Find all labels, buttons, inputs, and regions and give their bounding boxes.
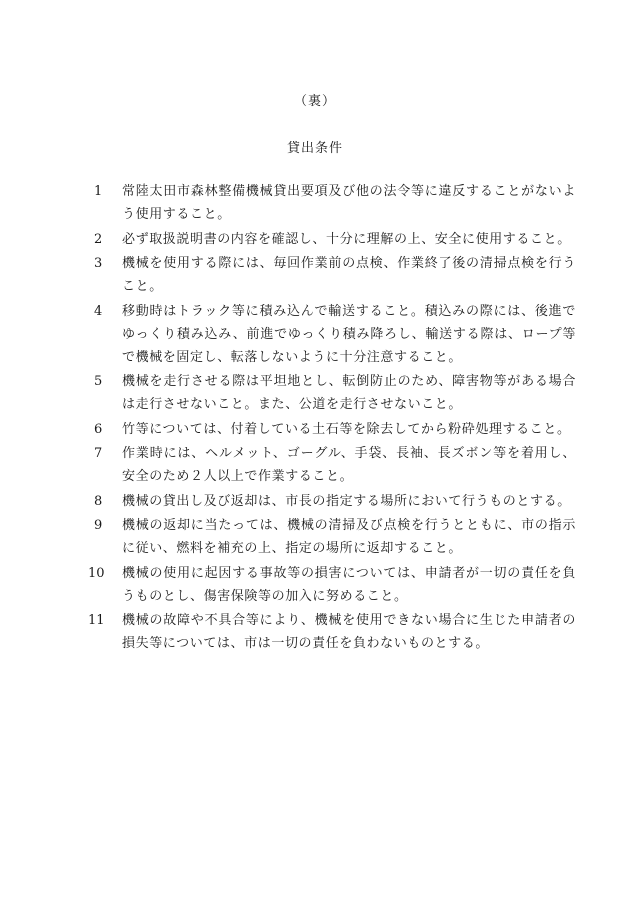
condition-item: [86, 180, 576, 226]
condition-item: [86, 300, 576, 369]
condition-text: 竹等については、付着している土石等を除去してから粉砕処理すること。: [122, 421, 571, 437]
condition-number: 7: [94, 446, 103, 461]
condition-number: 2: [94, 231, 103, 247]
condition-text: 常陸太田市森林整備機械貸出要項及び他の法令等に違反することがないよう使用すること。: [122, 184, 576, 222]
condition-number: 10: [88, 565, 105, 581]
condition-number: 4: [94, 303, 103, 319]
condition-item: [86, 370, 576, 416]
condition-text: 機械の貸出し及び返却は、市長の指定する場所において行うものとする。: [122, 493, 571, 509]
condition-text: 作業時には、ヘルメット、ゴーグル、手袋、長袖、長ズボン等を着用し、安全のため２人以上で作業すること。: [122, 446, 576, 484]
condition-item: [86, 490, 576, 513]
conditions-list: [86, 180, 576, 657]
condition-text: 機械の故障や不具合等により、機械を使用できない場合に生じた申請者の損失等については、市は一切の責任を負わないものとする。: [122, 613, 576, 651]
condition-text: 移動時はトラック等に積み込んで輸送すること。積込みの際には、後進でゆっくり積み込み、前進でゆっくり積み降ろし、輸送する際は、ロープ等で機械を固定し、転落しないように十分注意すること。: [122, 303, 576, 365]
condition-text: 機械の使用に起因する事故等の損害については、申請者が一切の責任を負うものとし、傷害保険等の加入に努めること。: [122, 565, 576, 604]
condition-item: [86, 228, 576, 251]
page-title: 貸出条件: [286, 141, 343, 156]
condition-number: 3: [94, 256, 103, 271]
condition-item: [86, 252, 576, 298]
condition-item: [86, 562, 576, 608]
condition-text: 機械の返却に当たっては、機械の清掃及び点検を行うとともに、市の指示に従い、燃料を補充の上、指定の場所に返却すること。: [122, 518, 576, 556]
condition-number: 5: [94, 374, 103, 389]
condition-text: 機械を走行させる際は平坦地とし、転倒防止のため、障害物等がある場合は走行させないこと。また、公道を走行させないこと。: [122, 374, 576, 412]
condition-text: 必ず取扱説明書の内容を確認し、十分に理解の上、安全に使用すること。: [122, 231, 571, 247]
condition-item: [86, 609, 576, 655]
condition-item: [86, 418, 576, 441]
condition-text: 機械を使用する際には、毎回作業前の点検、作業終了後の清掃点検を行うこと。: [122, 256, 576, 294]
condition-item: [86, 442, 576, 488]
condition-number: 6: [94, 421, 103, 437]
condition-number: 1: [94, 184, 103, 199]
condition-number: 8: [94, 493, 103, 509]
condition-number: 9: [94, 518, 103, 533]
condition-item: [86, 514, 576, 560]
page-side-label: （裏）: [293, 94, 336, 109]
condition-number: 11: [88, 613, 105, 628]
